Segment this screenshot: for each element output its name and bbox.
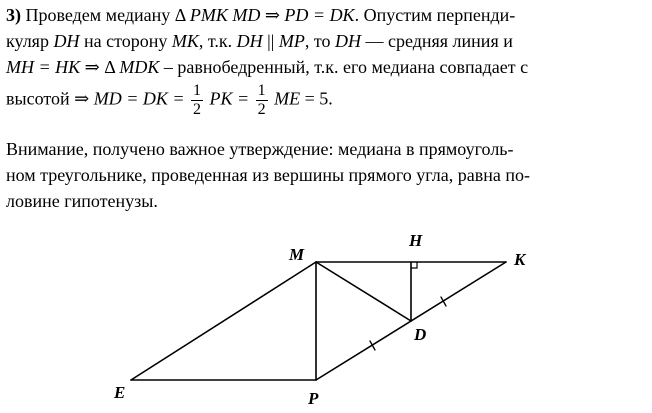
label-E: E xyxy=(114,383,126,402)
solution-line-4: высотой ⇒ MD = DK = $\frac{1}{2}$ PK = $\frac{1}{2}$ ME = 5. xyxy=(6,82,333,118)
label-H: H xyxy=(409,231,423,250)
note-line-3: ловине гипотенузы. xyxy=(6,191,158,211)
note-line-2: ном треугольнике, проведенная из вершины прямого угла, равна по- xyxy=(6,165,530,185)
solution-line-1: 3) Проведем медиану Δ PMK MD ⇒ PD = DK. Опустим перпенди- xyxy=(6,5,516,25)
fraction-half-1: $\frac{1}{2}$ xyxy=(193,82,201,118)
label-M: M xyxy=(289,245,305,264)
segment-MD xyxy=(316,262,411,321)
solution-line-3: MH = HK ⇒ Δ MDK – равнобедренный, т.к. его медиана совпадает с xyxy=(6,57,529,77)
segment-ME xyxy=(131,262,316,380)
right-angle-mark xyxy=(411,262,417,268)
note-line-1: Внимание, получено важное утверждение: медиана в прямоуголь- xyxy=(6,139,514,159)
label-P: P xyxy=(308,389,319,408)
fraction-half-2: $\frac{1}{2}$ xyxy=(257,82,266,118)
label-D: D xyxy=(414,325,427,344)
solution-number: 3) xyxy=(6,5,21,25)
solution-line-2: куляр DH на сторону MK, т.к. DH || MP, то DH — средняя линия и xyxy=(6,31,513,51)
label-K: K xyxy=(514,250,526,269)
